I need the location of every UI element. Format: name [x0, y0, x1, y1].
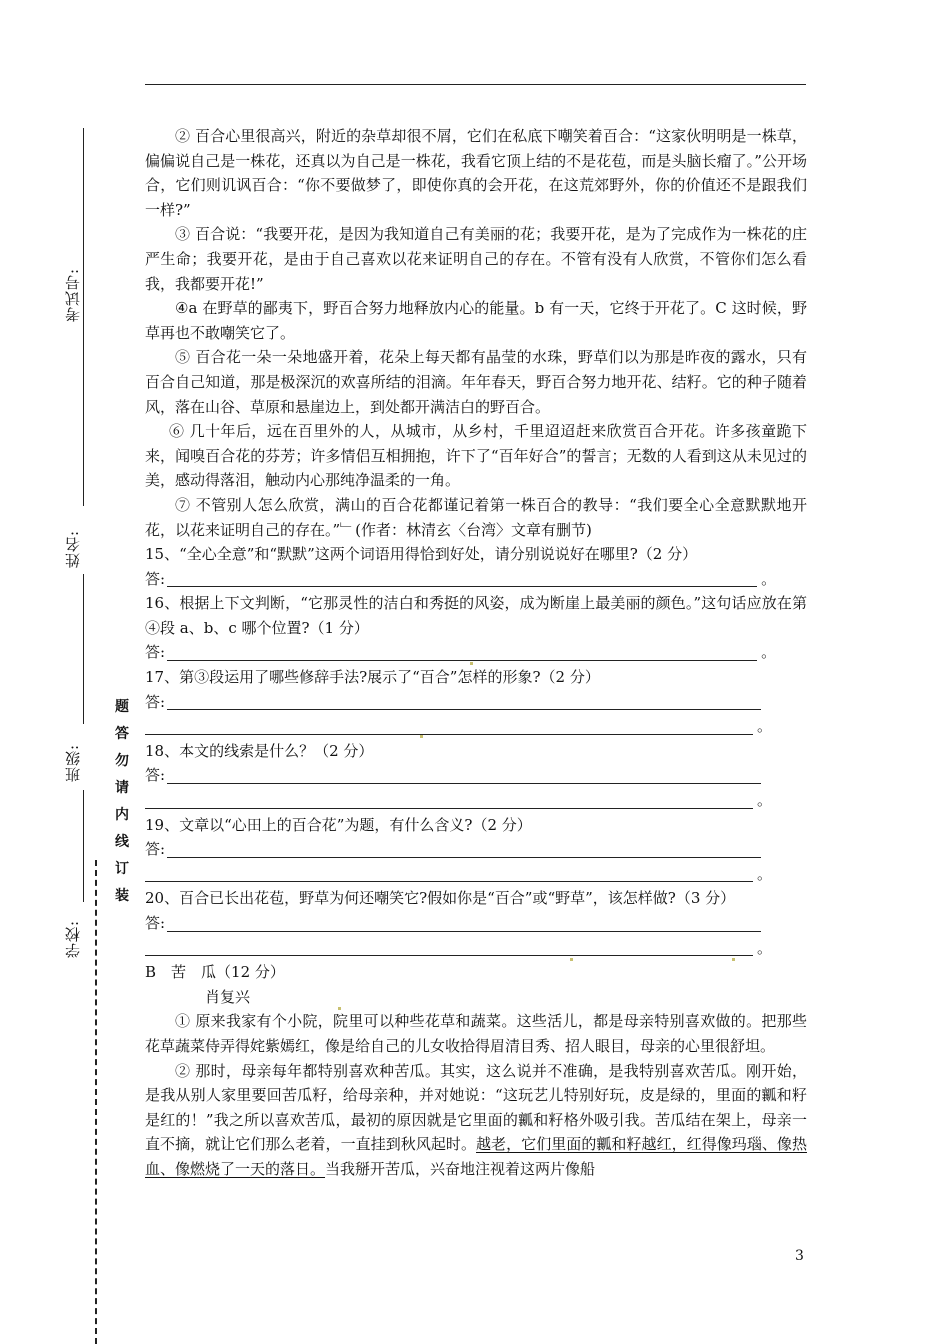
answer-blank[interactable]: [167, 916, 761, 932]
answer-20: [145, 911, 807, 936]
answer-17-line-2: [145, 714, 807, 739]
answer-prefix: 答:: [145, 569, 166, 588]
answer-prefix: 答:: [145, 692, 166, 711]
name-line: [83, 574, 84, 724]
warning-char: 内: [115, 807, 129, 823]
answer-20-line-2: [145, 936, 807, 961]
warning-char: 线: [115, 834, 129, 850]
scan-speck: [420, 735, 423, 738]
warning-char: 请: [115, 780, 129, 796]
class-label: 班级:: [64, 743, 82, 782]
exam-number-line: [83, 128, 84, 340]
name-label: 姓名:: [64, 529, 82, 568]
question-20: 20、百合已长出花苞，野草为何还嘲笑它?假如你是“百合”或“野草”，该怎样做?（3 分）: [145, 889, 736, 908]
answer-period: 。: [757, 864, 773, 883]
warning-char: 答: [115, 726, 129, 742]
passage-paragraph: ② 百合心里很高兴，附近的杂草却很不屑，它们在私底下嘲笑着百合：“这家伙明明是一株草，偏偏说自己是一株花，还真以为自己是一株花，我看它顶上结的不是花苞，而是头脑长瘤了。”公开场合，它们则讥讽百合：“你不要做梦了，即使你真的会开花，在这荒郊野外，你的价值还不是跟我们一样?”: [145, 127, 807, 219]
binding-warning: [112, 694, 132, 910]
warning-char: 勿: [115, 753, 129, 769]
answer-blank[interactable]: [145, 793, 753, 809]
answer-15: [145, 567, 807, 592]
answer-19: [145, 837, 807, 862]
answer-18: [145, 763, 807, 788]
answer-period: 。: [757, 938, 773, 957]
answer-prefix: 答:: [145, 914, 166, 932]
scan-speck: [570, 958, 573, 961]
passage-paragraph: ④a 在野草的鄙夷下，野百合努力地释放内心的能量。b 有一天，它终于开花了。C 这时候，野草再也不敢嘲笑它了。: [145, 299, 807, 342]
answer-17: [145, 690, 807, 715]
answer-blank[interactable]: [145, 940, 753, 956]
section-b-author: 肖复兴: [205, 987, 251, 1006]
warning-char: 装: [115, 888, 129, 904]
passage-paragraph: ③ 百合说：“我要开花，是因为我知道自己有美丽的花；我要开花，是为了完成作为一株花的庄严生命；我要开花，是由于自己喜欢以花来证明自己的存在。不管有没有人欣赏，不管你们怎么看我，我都要开花!”: [145, 225, 807, 293]
answer-period: 。: [761, 643, 777, 662]
answer-18-line-2: [145, 788, 807, 813]
answer-prefix: 答:: [145, 840, 166, 859]
exam-number-label: 考试号:: [64, 267, 82, 322]
answer-blank[interactable]: [167, 768, 761, 784]
answer-blank[interactable]: [167, 571, 757, 587]
underlined-sentence: 越老，它们里面的瓤和籽越红，红得像玛瑙、像热血、像燃烧了一天的落日。: [145, 1135, 807, 1178]
passage-paragraph: ⑤ 百合花一朵一朵地盛开着，花朵上每天都有晶莹的水珠，野草们以为那是昨夜的露水，只有百合自己知道，那是极深沉的欢喜所结的泪滴。年年春天，野百合努力地开花、结籽。它的种子随着风，落在山谷、草原和悬崖边上，到处都开满洁白的野百合。: [145, 348, 807, 416]
question-17: 17、第③段运用了哪些修辞手法?展示了“百合”怎样的形象?（2 分）: [145, 668, 600, 687]
answer-blank[interactable]: [145, 719, 753, 735]
exam-content: [145, 124, 807, 1182]
paragraph-text: 当我掰开苦瓜，兴奋地注视着这两片像船: [325, 1159, 596, 1178]
class-line: [83, 790, 84, 902]
answer-16: [145, 640, 807, 665]
header-rule: [145, 84, 806, 85]
scan-speck: [732, 958, 735, 961]
answer-blank[interactable]: [167, 645, 757, 661]
answer-period: 。: [757, 791, 773, 810]
answer-19-line-2: [145, 862, 807, 887]
answer-prefix: 答:: [145, 766, 166, 785]
answer-prefix: 答:: [145, 643, 166, 662]
binding-dashed-line: [95, 860, 97, 1344]
question-19: 19、文章以“心田上的百合花”为题，有什么含义?（2 分）: [145, 815, 532, 834]
page-number: 3: [795, 1248, 804, 1264]
answer-blank[interactable]: [167, 694, 761, 710]
school-label: 学校:: [64, 919, 82, 958]
answer-blank[interactable]: [145, 866, 753, 882]
warning-char: 订: [115, 861, 129, 877]
question-18: 18、本文的线索是什么？（2 分）: [145, 741, 374, 760]
passage-paragraph: ① 原来我家有个小院，院里可以种些花草和蔬菜。这些活儿，都是母亲特别喜欢做的。把那些花草蔬菜侍弄得姹紫嫣红，像是给自己的儿女收拾得眉清目秀、招人眼目，母亲的心里很舒坦。: [145, 1012, 807, 1055]
question-15: 15、“全心全意”和“默默”这两个词语用得恰到好处，请分别说说好在哪里?（2 分）: [145, 545, 698, 564]
answer-period: 。: [761, 569, 777, 588]
answer-blank[interactable]: [167, 842, 761, 858]
warning-char: 题: [115, 699, 129, 715]
question-16: 16、根据上下文判断，“它那灵性的洁白和秀挺的风姿，成为断崖上最美丽的颜色。”这句话应放在第④段 a、b、c 哪个位置?（1 分）: [145, 594, 807, 637]
passage-paragraph: ⑥ 几十年后，远在百里外的人，从城市，从乡村，千里迢迢赶来欣赏百合开花。许多孩童跪下来，闻嗅百合花的芬芳；许多情侣互相拥抱，许下了“百年好合”的誓言；无数的人看到这从未见过的美，感动得落泪，触动内心那纯净温柔的一角。: [145, 422, 807, 490]
section-b-title: B 苦 瓜（12 分）: [145, 963, 285, 982]
exam-number-line-lower: [83, 336, 84, 506]
scan-speck: [338, 1007, 341, 1010]
answer-period: 。: [757, 717, 773, 736]
passage-paragraph: [145, 1059, 807, 1182]
paragraph-text: ② 那时，母亲每年都特别喜欢种苦瓜。其实，这么说并不准确，是我特别喜欢苦瓜。刚开始，是我从别人家里要回苦瓜籽，给母亲种，并对她说：“这玩艺儿特别好玩，皮是绿的，里面的瓤和籽是红的！”我之所以喜欢苦瓜，最初的原因就是它里面的瓤和籽格外吸引我。苦瓜结在架上，母亲一直不摘，就让它们那么老着，一直挂到秋风起时。: [145, 1061, 807, 1154]
scan-speck: [470, 662, 473, 665]
passage-paragraph: ⑦ 不管别人怎么欣赏，满山的百合花都谨记着第一株百合的教导：“我们要全心全意默默地开花，以花来证明自己的存在。”﹂(作者：林清玄〈台湾〉文章有删节): [145, 495, 807, 539]
